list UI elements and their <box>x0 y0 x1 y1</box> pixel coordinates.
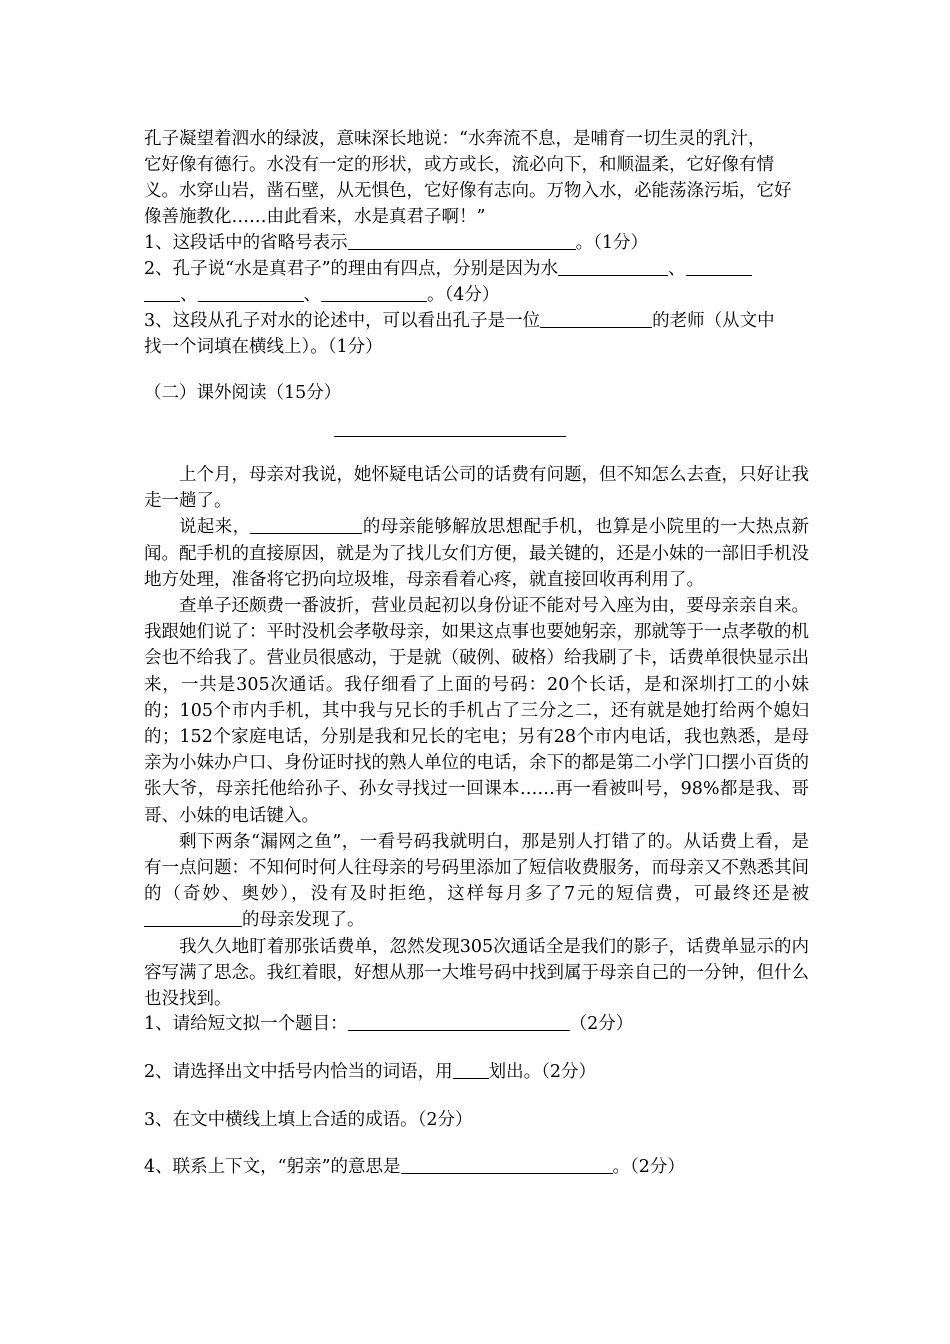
answer-blank[interactable] <box>144 908 242 927</box>
q1-1 <box>144 230 809 256</box>
passage2 <box>144 462 809 1012</box>
q1-2-cont <box>144 282 809 308</box>
answer-blank[interactable] <box>348 1012 570 1031</box>
answer-blank[interactable] <box>348 231 576 250</box>
answer-blank[interactable] <box>198 283 304 302</box>
q1-2-sep: 、 <box>180 285 198 305</box>
answer-blank[interactable] <box>321 283 427 302</box>
q2-2-text: 2、请选择出文中括号内恰当的词语，用 <box>144 1062 453 1082</box>
q1-2-text: 2、孔子说“水是真君子”的理由有四点，分别是因为水 <box>144 259 559 279</box>
q1-3-line2: 找一个词填在横线上）。（1分） <box>144 337 383 357</box>
section2-heading: （二）课外阅读（15分） <box>144 383 342 403</box>
answer-blank[interactable] <box>558 257 668 276</box>
q2-1 <box>144 1011 809 1037</box>
passage2-para-3: 查单子还颇费一番波折，营业员起初以身份证不能对号入座为由，要母亲亲自来。我跟她们说了：平时没机会孝敬母亲，如果这点事也要她躬亲，那就等于一点孝敬的机会也不给我了。营业员很感动，于是就（破例、破格）给我刷了卡，话费单很快显示出来，一共是305次通话。我仔细看了上面的号码：20个长话，是和深圳打工的小妹的；105个市内手机，其中我与兄长的手机占了三分之二，还有就是她打给两个媳妇的；152个家庭电话，分别是我和兄长的宅电；另有28个市内电话，我也熟悉，是母亲为小妹办户口、身份证时找的熟人单位的电话，余下的都是第二小学门口摆小百货的张大爷，母亲托他给孙子、孙女寻找过一回课本……再一看被叫号，98%都是我、哥哥、小妹的电话键入。 <box>144 596 809 826</box>
answer-blank[interactable] <box>540 309 652 328</box>
q2-3: 3、在文中横线上填上合适的成语。（2分） <box>144 1110 473 1130</box>
passage2-para-5: 我久久地盯着那张话费单，忽然发现305次通话全是我们的影子，话费单显示的内容写满了思念。我红着眼，好想从那一大堆号码中找到属于母亲自己的一分钟，但什么也没找到。 <box>144 936 809 1010</box>
passage1-line-4: 像善施教化……由此看来，水是真君子啊！” <box>144 207 486 227</box>
passage1-line-3: 义。水穿山岩，凿石壁，从无惧色，它好像有志向。万物入水，必能荡涤污垢，它好 <box>144 181 792 201</box>
q1-3-text: 3、这段从孔子对水的论述中，可以看出孔子是一位 <box>144 311 541 331</box>
q1-2-sep: 、 <box>668 259 686 279</box>
answer-blank[interactable] <box>144 283 180 302</box>
title-blank[interactable] <box>334 436 566 437</box>
passage1-line-2: 它好像有德行。水没有一定的形状，或方或长，流必向下，和顺温柔，它好像有情 <box>144 155 774 175</box>
q1-2-sep: 、 <box>303 285 321 305</box>
q2-2 <box>144 1059 809 1085</box>
answer-blank[interactable] <box>250 515 362 534</box>
answer-blank[interactable] <box>686 257 752 276</box>
passage2-para-1: 上个月，母亲对我说，她怀疑电话公司的话费有问题，但不知怎么去查，只好让我走一趟了。 <box>144 465 809 512</box>
passage2-para-2: 说起来， 的母亲能够解放思想配手机，也算是小院里的一大热点新闻。配手机的直接原因，就是为了找儿女们方便，最关键的，还是小妹的一部旧手机没地方处理，准备将它扔向垃圾堆，母亲看着心疼，就直接回收再利用了。 <box>144 517 810 590</box>
underline-sample <box>453 1060 489 1079</box>
q2-1-end: （2分） <box>569 1014 634 1034</box>
q2-4-end: 。（2分） <box>612 1157 685 1177</box>
q2-4 <box>144 1154 809 1180</box>
q2-2-end: 划出。（2分） <box>488 1062 597 1082</box>
answer-blank[interactable] <box>401 1155 613 1174</box>
q1-2-end: 。（4分） <box>427 285 500 305</box>
q2-1-text: 1、请给短文拟一个题目： <box>144 1014 348 1034</box>
q1-1-text: 1、这段话中的省略号表示 <box>144 233 348 253</box>
passage2-para-4: 剩下两条“漏网之鱼”，一看号码我就明白，那是别人打错了的。从话费上看，是有一点问题：不知何时何人往母亲的号码里添加了短信收费服务，而母亲又不熟悉其间的（奇妙、奥妙），没有及时拒绝，这样每月多了7元的短信费，可最终还是被的母亲发现了。 <box>144 831 809 931</box>
q1-3 <box>144 308 809 334</box>
q1-1-end: 。（1分） <box>575 233 649 253</box>
passage1-line-1: 孔子凝望着泗水的绿波，意味深长地说：“水奔流不息，是哺育一切生灵的乳汁， <box>144 129 766 149</box>
q2-4-text: 4、联系上下文，“躬亲”的意思是 <box>144 1157 401 1177</box>
q1-2 <box>144 256 809 282</box>
q1-3-mid: 的老师（从文中 <box>652 311 775 331</box>
